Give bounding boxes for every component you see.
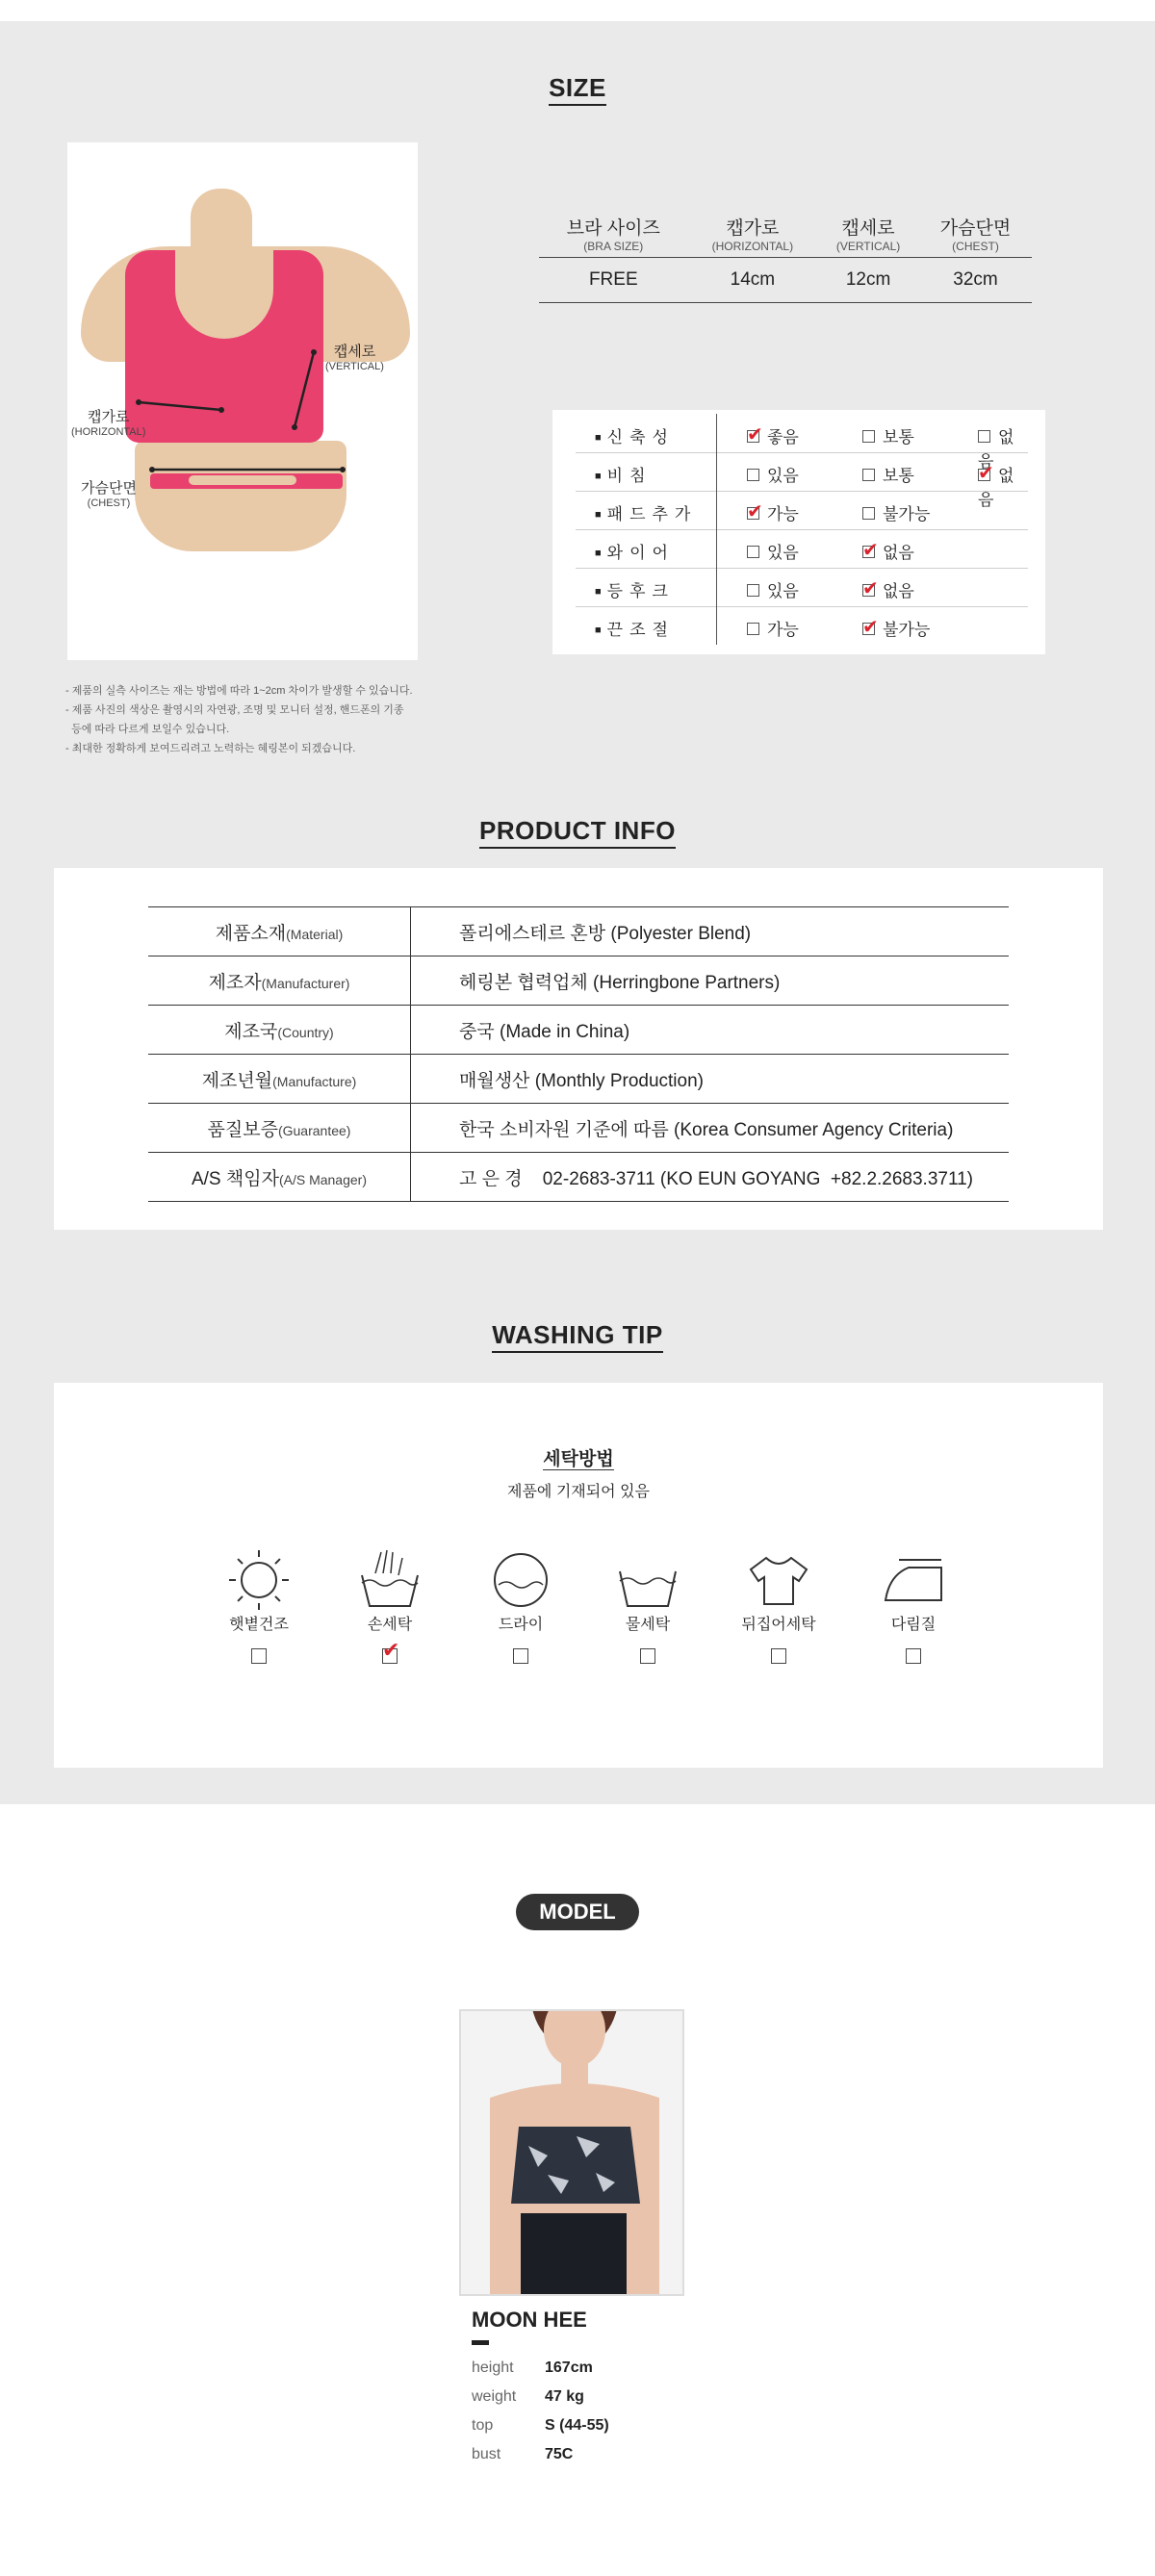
dry-clean-icon: [487, 1546, 554, 1614]
washing-checkbox[interactable]: [640, 1648, 655, 1664]
washing-checkbox[interactable]: [771, 1648, 786, 1664]
feature-row: [576, 414, 1028, 471]
feature-option[interactable]: 보통: [862, 462, 914, 486]
washing-checkbox[interactable]: [513, 1648, 528, 1664]
product-info-card: [54, 868, 1103, 1230]
info-row: 제조국(Country) 중국 (Made in China): [148, 1006, 1009, 1055]
checkbox-icon: [747, 584, 759, 597]
size-header: 가슴단면 (CHEST): [939, 218, 1012, 253]
model-name: MOON HEE: [472, 2308, 587, 2332]
checkbox-icon: [978, 430, 990, 443]
info-row: 제조년월(Manufacture) 매월생산 (Monthly Production): [148, 1055, 1009, 1104]
model-name-underline: [472, 2340, 489, 2345]
size-header: 캡가로 (HORIZONTAL): [711, 218, 794, 253]
checkbox-icon: [862, 507, 875, 520]
iron-icon: [880, 1546, 947, 1614]
feature-option[interactable]: ✔ 없음: [978, 462, 1028, 510]
washing-checkbox[interactable]: [906, 1648, 921, 1664]
feature-label: ■ 와이어: [595, 539, 675, 563]
model-stat: height 167cm: [472, 2359, 593, 2376]
washing-checkbox[interactable]: [251, 1648, 267, 1664]
checkbox-icon: [862, 430, 875, 443]
checkbox-icon: [747, 430, 759, 443]
feature-option[interactable]: ✔ 좋음: [747, 423, 799, 447]
size-header: 캡세로 (VERTICAL): [835, 218, 901, 253]
label-cup-vertical: 캡세로 (VERTICAL): [325, 344, 384, 372]
model-photo: [459, 2009, 684, 2296]
washing-label: 물세탁: [625, 1617, 671, 1633]
checkbox-icon: [862, 584, 875, 597]
info-row: 제조자(Manufacturer) 헤링본 협력업체 (Herringbone Partners): [148, 956, 1009, 1006]
features-card: [552, 410, 1045, 654]
size-section-title: SIZE: [0, 73, 1155, 103]
feature-option[interactable]: ✔ 가능: [747, 500, 799, 524]
washing-sub: 제품에 기재되어 있음: [507, 1484, 650, 1500]
feature-label: ■ 패드추가: [595, 500, 697, 524]
feature-option[interactable]: 있음: [747, 577, 799, 601]
model-badge: MODEL: [516, 1894, 639, 1930]
size-header: 브라 사이즈 (BRA SIZE): [566, 218, 660, 253]
feature-label: ■ 신축성: [595, 423, 675, 447]
label-chest: 가슴단면 (CHEST): [81, 480, 137, 509]
feature-option[interactable]: 있음: [747, 462, 799, 486]
checkbox-icon: [747, 507, 759, 520]
info-row: 품질보증(Guarantee) 한국 소비자원 기준에 따름 (Korea Consumer Agency Criteria): [148, 1104, 1009, 1153]
sun-icon: [225, 1546, 293, 1614]
feature-label: ■ 비침: [595, 462, 653, 486]
inside-out-icon: [745, 1546, 812, 1614]
feature-row: [576, 568, 1028, 607]
size-table: [539, 214, 1032, 303]
checkbox-icon: [862, 469, 875, 481]
washing-label: 뒤집어세탁: [741, 1617, 816, 1633]
feature-option[interactable]: 없음: [978, 428, 1014, 471]
checkbox-icon: [978, 469, 990, 481]
label-cup-horizontal: 캡가로 (HORIZONTAL): [71, 409, 146, 438]
washing-checkbox[interactable]: [382, 1648, 398, 1664]
washing-section-title: WASHING TIP: [0, 1320, 1155, 1350]
checkbox-icon: [747, 623, 759, 635]
machine-wash-icon: [614, 1546, 681, 1614]
feature-option[interactable]: 불가능: [862, 500, 930, 524]
feature-option[interactable]: ✔ 없음: [862, 539, 914, 563]
checkbox-icon: [747, 546, 759, 558]
feature-option[interactable]: ✔ 없음: [862, 577, 914, 601]
size-row: FREE 14cm 12cm 32cm: [539, 258, 1032, 303]
model-stat: top S (44-55): [472, 2417, 609, 2434]
model-stat: bust 75C: [472, 2446, 574, 2462]
feature-row: [576, 491, 1028, 530]
info-row: A/S 책임자(A/S Manager) 고 은 경 02-2683-3711 (KO EUN GOYANG +82.2.2683.3711): [148, 1153, 1009, 1202]
feature-option[interactable]: ✔ 불가능: [862, 616, 930, 640]
checkbox-icon: [862, 623, 875, 635]
info-row: 제품소재(Material) 폴리에스테르 혼방 (Polyester Blend): [148, 907, 1009, 956]
feature-option[interactable]: 있음: [747, 539, 799, 563]
size-notes: - 제품의 실측 사이즈는 재는 방법에 따라 1~2cm 차이가 발생할 수 있습니다. - 제품 사진의 색상은 촬영시의 자연광, 조명 및 모니터 설정, 핸드폰의 기종 등에 따라 다르게 보일수 있습니다. - 최대한 정확하게 보여드리려고 노력하는 혜링본이 되겠습니다.: [65, 685, 413, 754]
washing-label: 햇볕건조: [229, 1617, 289, 1633]
washing-card: [54, 1383, 1103, 1768]
feature-option[interactable]: 가능: [747, 616, 799, 640]
feature-option[interactable]: 보통: [862, 423, 914, 447]
mannequin-figure: [67, 142, 418, 660]
washing-label: 다림질: [890, 1617, 937, 1633]
info-section-title: PRODUCT INFO: [0, 816, 1155, 846]
hand-wash-icon: [356, 1546, 424, 1614]
checkbox-icon: [862, 546, 875, 558]
feature-row: [576, 606, 1028, 645]
washing-label: 손세탁: [367, 1617, 413, 1633]
measurement-lines: [67, 142, 418, 660]
feature-label: ■ 등후크: [595, 577, 675, 601]
feature-row: [576, 452, 1028, 509]
product-info-table: [148, 906, 1009, 1202]
washing-heading: 세탁방법: [543, 1449, 614, 1469]
checkbox-icon: [747, 469, 759, 481]
feature-label: ■ 끈조절: [595, 616, 675, 640]
washing-label: 드라이: [498, 1617, 544, 1633]
model-stat: weight 47 kg: [472, 2388, 584, 2405]
feature-row: [576, 529, 1028, 569]
